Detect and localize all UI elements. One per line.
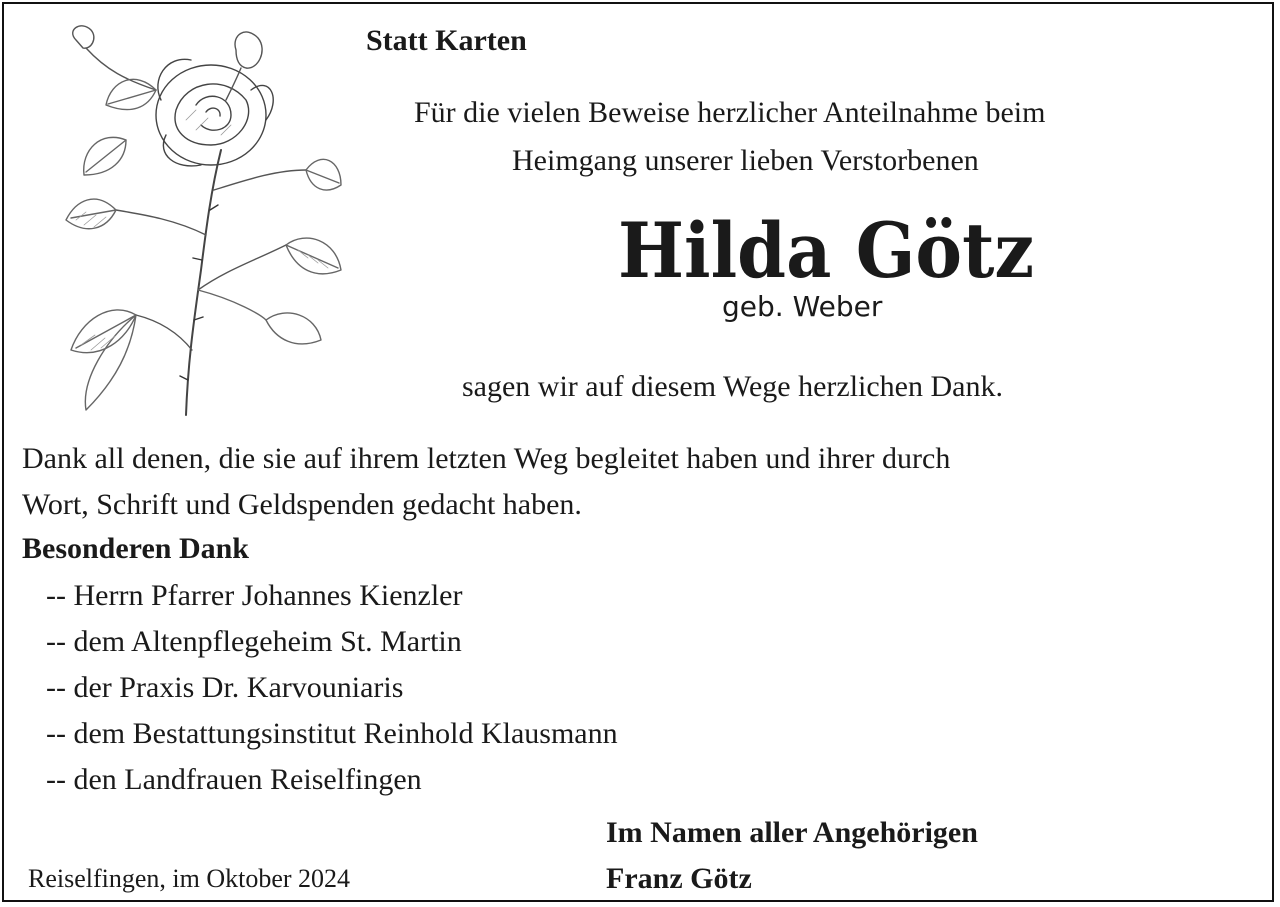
special-thanks-heading: Besonderen Dank (22, 532, 249, 565)
heading: Statt Karten (366, 24, 527, 57)
deceased-name: Hilda Götz (618, 206, 1035, 295)
thanks-line: sagen wir auf diesem Wege herzlichen Dank. (462, 370, 1003, 403)
body-line-2: Wort, Schrift und Geldspenden gedacht haben. (22, 488, 582, 521)
place-date: Reiselfingen, im Oktober 2024 (28, 864, 351, 893)
intro-line-2: Heimgang unserer lieben Verstorbenen (512, 144, 979, 177)
list-item: -- der Praxis Dr. Karvouniaris (46, 671, 404, 704)
special-thanks-list (46, 578, 618, 808)
rose-drawing-icon (36, 20, 346, 420)
list-item: -- Herrn Pfarrer Johannes Kienzler (46, 579, 463, 612)
list-item: -- dem Bestattungsinstitut Reinhold Klausmann (46, 717, 618, 750)
body-line-1: Dank all denen, die sie auf ihrem letzten Weg begleitet haben und ihrer durch (22, 442, 951, 475)
maiden-name: geb. Weber (722, 290, 883, 323)
intro-line-1: Für die vielen Beweise herzlicher Anteilnahme beim (414, 96, 1046, 129)
list-item: -- dem Altenpflegeheim St. Martin (46, 625, 462, 658)
signature-line-1: Im Namen aller Angehörigen (606, 816, 978, 849)
list-item: -- den Landfrauen Reiselfingen (46, 763, 422, 796)
signature-line-2: Franz Götz (606, 862, 752, 895)
